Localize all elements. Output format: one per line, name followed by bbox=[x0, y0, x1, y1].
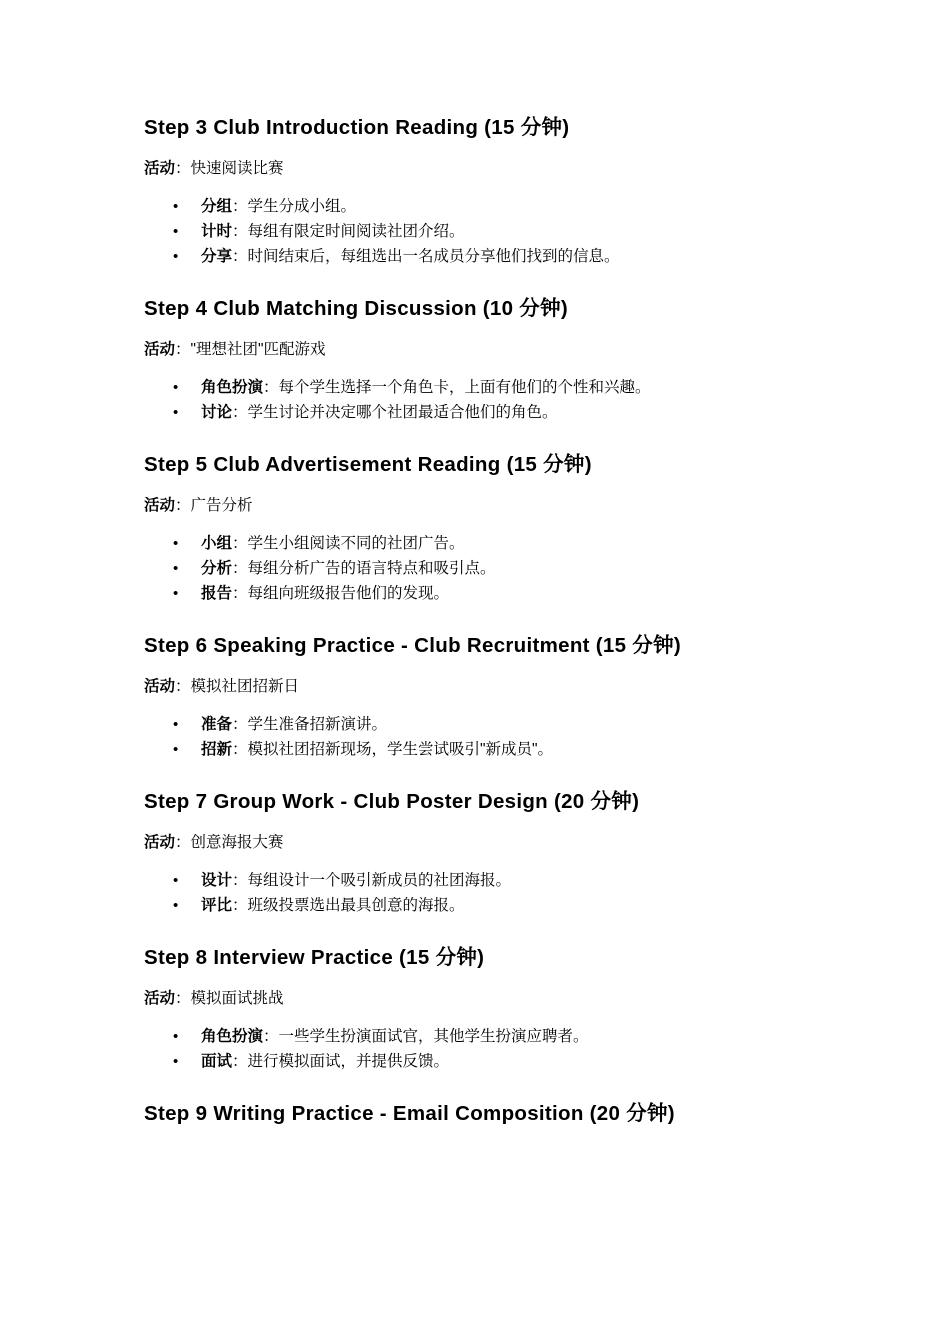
bullet-icon: • bbox=[173, 585, 179, 602]
item-separator: ： bbox=[232, 897, 248, 914]
item-separator: ： bbox=[232, 872, 248, 889]
activity-line bbox=[144, 676, 864, 698]
item-text: 时间结束后，每组选出一名成员分享他们找到的信息。 bbox=[247, 248, 620, 265]
section-step-5 bbox=[144, 449, 864, 606]
item-term: 面试 bbox=[201, 1053, 233, 1070]
activity-separator: ： bbox=[175, 160, 191, 177]
item-term: 准备 bbox=[201, 716, 233, 733]
item-text: 一些学生扮演面试官，其他学生扮演应聘者。 bbox=[278, 1028, 589, 1045]
document-page bbox=[144, 112, 864, 1130]
item-term: 分组 bbox=[201, 198, 233, 215]
bullet-icon: • bbox=[173, 741, 179, 758]
activity-list bbox=[144, 868, 864, 918]
item-term: 小组 bbox=[201, 535, 233, 552]
list-item bbox=[144, 1049, 864, 1074]
bullet-icon: • bbox=[173, 379, 179, 396]
activity-text: "理想社团"匹配游戏 bbox=[190, 341, 326, 358]
activity-line bbox=[144, 832, 864, 854]
section-step-4 bbox=[144, 293, 864, 425]
activity-line bbox=[144, 158, 864, 180]
activity-separator: ： bbox=[175, 678, 191, 695]
section-step-8 bbox=[144, 942, 864, 1074]
item-separator: ： bbox=[232, 741, 248, 758]
item-separator: ： bbox=[232, 248, 248, 265]
section-step-7 bbox=[144, 786, 864, 918]
item-separator: ： bbox=[232, 198, 248, 215]
list-item bbox=[144, 531, 864, 556]
list-item bbox=[144, 712, 864, 737]
item-separator: ： bbox=[232, 535, 248, 552]
activity-text: 模拟面试挑战 bbox=[190, 990, 284, 1007]
activity-list bbox=[144, 375, 864, 425]
activity-separator: ： bbox=[175, 834, 191, 851]
activity-text: 模拟社团招新日 bbox=[190, 678, 300, 695]
activity-separator: ： bbox=[175, 497, 191, 514]
step-title: Step 5 Club Advertisement Reading (15 分钟) bbox=[144, 453, 592, 476]
activity-list bbox=[144, 712, 864, 762]
item-term: 计时 bbox=[201, 223, 233, 240]
bullet-icon: • bbox=[173, 716, 179, 733]
activity-label: 活动 bbox=[144, 341, 176, 358]
item-term: 分析 bbox=[201, 560, 233, 577]
item-text: 学生讨论并决定哪个社团最适合他们的角色。 bbox=[247, 404, 558, 421]
activity-text: 广告分析 bbox=[190, 497, 253, 514]
bullet-icon: • bbox=[173, 248, 179, 265]
bullet-icon: • bbox=[173, 404, 179, 421]
activity-label: 活动 bbox=[144, 990, 176, 1007]
activity-label: 活动 bbox=[144, 497, 176, 514]
bullet-icon: • bbox=[173, 198, 179, 215]
list-item bbox=[144, 893, 864, 918]
item-term: 分享 bbox=[201, 248, 233, 265]
list-item bbox=[144, 194, 864, 219]
activity-list bbox=[144, 1024, 864, 1074]
item-text: 每组向班级报告他们的发现。 bbox=[247, 585, 450, 602]
item-separator: ： bbox=[232, 223, 248, 240]
item-term: 设计 bbox=[201, 872, 233, 889]
item-text: 每个学生选择一个角色卡，上面有他们的个性和兴趣。 bbox=[278, 379, 651, 396]
activity-list bbox=[144, 531, 864, 606]
item-text: 每组设计一个吸引新成员的社团海报。 bbox=[247, 872, 512, 889]
step-title: Step 4 Club Matching Discussion (10 分钟) bbox=[144, 297, 569, 320]
section-step-9 bbox=[144, 1098, 864, 1130]
bullet-icon: • bbox=[173, 1028, 179, 1045]
activity-list bbox=[144, 194, 864, 269]
bullet-icon: • bbox=[173, 535, 179, 552]
activity-label: 活动 bbox=[144, 678, 176, 695]
item-text: 学生分成小组。 bbox=[247, 198, 357, 215]
bullet-icon: • bbox=[173, 223, 179, 240]
item-separator: ： bbox=[232, 1053, 248, 1070]
item-term: 角色扮演 bbox=[201, 379, 264, 396]
list-item bbox=[144, 400, 864, 425]
activity-line bbox=[144, 339, 864, 361]
bullet-icon: • bbox=[173, 872, 179, 889]
step-title: Step 6 Speaking Practice - Club Recruitment (15 分钟) bbox=[144, 634, 682, 657]
list-item bbox=[144, 581, 864, 606]
list-item bbox=[144, 868, 864, 893]
item-term: 讨论 bbox=[201, 404, 233, 421]
step-title: Step 9 Writing Practice - Email Composition (20 分钟) bbox=[144, 1102, 675, 1125]
item-text: 每组分析广告的语言特点和吸引点。 bbox=[247, 560, 496, 577]
step-title: Step 8 Interview Practice (15 分钟) bbox=[144, 946, 485, 969]
item-separator: ： bbox=[232, 585, 248, 602]
activity-separator: ： bbox=[175, 341, 191, 358]
bullet-icon: • bbox=[173, 897, 179, 914]
list-item bbox=[144, 375, 864, 400]
step-title: Step 7 Group Work - Club Poster Design (20 分钟) bbox=[144, 790, 640, 813]
step-title: Step 3 Club Introduction Reading (15 分钟) bbox=[144, 116, 570, 139]
item-text: 班级投票选出最具创意的海报。 bbox=[247, 897, 465, 914]
item-separator: ： bbox=[263, 1028, 279, 1045]
item-term: 角色扮演 bbox=[201, 1028, 264, 1045]
item-separator: ： bbox=[232, 404, 248, 421]
item-separator: ： bbox=[263, 379, 279, 396]
section-step-3 bbox=[144, 112, 864, 269]
item-term: 评比 bbox=[201, 897, 233, 914]
activity-line bbox=[144, 988, 864, 1010]
activity-text: 创意海报大赛 bbox=[190, 834, 284, 851]
item-text: 学生准备招新演讲。 bbox=[247, 716, 388, 733]
item-term: 招新 bbox=[201, 741, 233, 758]
list-item bbox=[144, 1024, 864, 1049]
item-text: 进行模拟面试，并提供反馈。 bbox=[247, 1053, 450, 1070]
activity-label: 活动 bbox=[144, 834, 176, 851]
item-separator: ： bbox=[232, 716, 248, 733]
list-item bbox=[144, 244, 864, 269]
item-text: 学生小组阅读不同的社团广告。 bbox=[247, 535, 465, 552]
section-step-6 bbox=[144, 630, 864, 762]
activity-label: 活动 bbox=[144, 160, 176, 177]
list-item bbox=[144, 737, 864, 762]
bullet-icon: • bbox=[173, 560, 179, 577]
item-text: 每组有限定时间阅读社团介绍。 bbox=[247, 223, 465, 240]
activity-separator: ： bbox=[175, 990, 191, 1007]
list-item bbox=[144, 219, 864, 244]
activity-text: 快速阅读比赛 bbox=[190, 160, 284, 177]
list-item bbox=[144, 556, 864, 581]
item-term: 报告 bbox=[201, 585, 233, 602]
activity-line bbox=[144, 495, 864, 517]
item-separator: ： bbox=[232, 560, 248, 577]
item-text: 模拟社团招新现场，学生尝试吸引"新成员"。 bbox=[247, 741, 554, 758]
bullet-icon: • bbox=[173, 1053, 179, 1070]
